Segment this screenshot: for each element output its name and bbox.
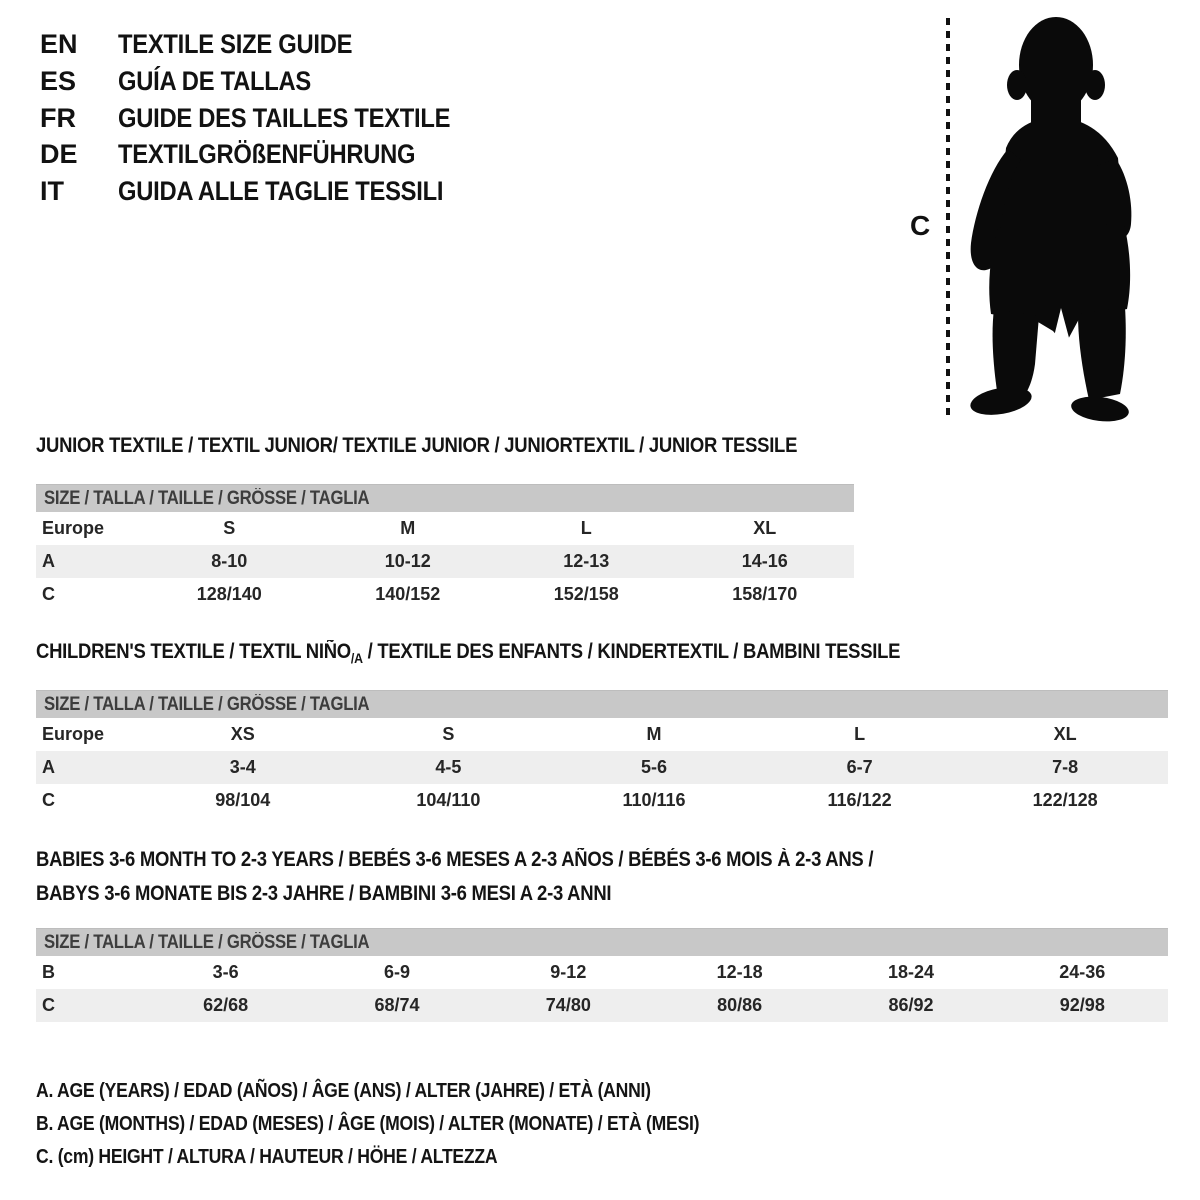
- table-cell: 152/158: [553, 584, 619, 604]
- table-cell: 68/74: [374, 995, 420, 1015]
- lang-title: GUIDA ALLE TAGLIE TESSILI: [118, 176, 444, 206]
- table-cell: 62/68: [203, 995, 249, 1015]
- children-size-table: [36, 690, 1168, 817]
- table-cell: 74/80: [545, 995, 591, 1015]
- table-cell: L: [854, 724, 866, 744]
- table-cell: 110/116: [622, 790, 686, 810]
- table-cell: 3-6: [212, 962, 239, 982]
- table-cell: 80/86: [717, 995, 763, 1015]
- size-header-bar: SIZE / TALLA / TAILLE / GRÖSSE / TAGLIA: [36, 928, 1168, 956]
- babies-size-table: [36, 928, 1168, 1022]
- junior-size-table: [36, 484, 854, 611]
- lang-title: GUIDE DES TAILLES TEXTILE: [118, 103, 451, 133]
- lang-title: TEXTILGRÖßENFÜHRUNG: [118, 139, 416, 169]
- table-cell: 8-10: [211, 551, 248, 571]
- row-label: A: [42, 551, 55, 571]
- table-cell: 10-12: [384, 551, 431, 571]
- table-row: [36, 784, 1168, 817]
- table-cell: 9-12: [550, 962, 587, 982]
- table-cell: 158/170: [732, 584, 798, 604]
- table-cell: 104/110: [416, 790, 481, 810]
- table-cell: 98/104: [215, 790, 271, 810]
- table-row: [36, 545, 854, 578]
- lang-code: IT: [40, 176, 64, 206]
- nino-a-subscript: /A: [350, 650, 363, 666]
- table-cell: 86/92: [888, 995, 934, 1015]
- lang-code: FR: [40, 103, 76, 133]
- row-label: Europe: [42, 518, 105, 538]
- row-label: B: [42, 962, 55, 982]
- table-row: [36, 512, 854, 545]
- table-row: [36, 989, 1168, 1022]
- row-label: Europe: [42, 724, 105, 744]
- lang-code: DE: [40, 139, 78, 169]
- legend-height-cm: C. (cm) HEIGHT / ALTURA / HAUTEUR / HÖHE / ALTEZZA: [36, 1146, 498, 1168]
- section-title-junior: JUNIOR TEXTILE / TEXTIL JUNIOR/ TEXTILE JUNIOR / JUNIORTEXTIL / JUNIOR TESSILE: [36, 434, 798, 457]
- table-cell: XL: [753, 518, 777, 538]
- toddler-silhouette-icon: [958, 12, 1140, 422]
- table-cell: 12-18: [716, 962, 763, 982]
- height-measure-label: C: [910, 210, 931, 241]
- lang-code: EN: [40, 29, 78, 59]
- table-cell: 140/152: [375, 584, 441, 604]
- size-header-bar: SIZE / TALLA / TAILLE / GRÖSSE / TAGLIA: [36, 484, 854, 512]
- section-title-children: CHILDREN'S TEXTILE / TEXTIL $NIÑO_{/A}$ / TEXTILE DES ENFANTS / KINDERTEXTIL / BAMBINI TESSILE: [36, 640, 901, 666]
- table-cell: 128/140: [196, 584, 262, 604]
- lang-title: GUÍA DE TALLAS: [118, 66, 311, 96]
- table-cell: 18-24: [887, 962, 934, 982]
- table-cell: XS: [230, 724, 255, 744]
- table-cell: 24-36: [1059, 962, 1106, 982]
- section-title-babies-line2: BABYS 3-6 MONATE BIS 2-3 JAHRE / BAMBINI 3-6 MESI A 2-3 ANNI: [36, 882, 612, 905]
- table-cell: 14-16: [741, 551, 788, 571]
- table-row: [36, 751, 1168, 784]
- legend-age-months: B. AGE (MONTHS) / EDAD (MESES) / ÂGE (MOIS) / ALTER (MONATE) / ETÀ (MESI): [36, 1113, 700, 1135]
- table-row: [36, 956, 1168, 989]
- table-cell: 7-8: [1052, 757, 1079, 777]
- row-label: C: [42, 995, 55, 1015]
- table-cell: M: [646, 724, 662, 744]
- table-cell: 92/98: [1059, 995, 1105, 1015]
- table-cell: 122/128: [1032, 790, 1098, 810]
- lang-title: TEXTILE SIZE GUIDE: [118, 29, 353, 59]
- table-cell: XL: [1053, 724, 1077, 744]
- row-label: C: [42, 584, 55, 604]
- row-label: C: [42, 790, 55, 810]
- row-label: A: [42, 757, 55, 777]
- lang-code: ES: [40, 66, 77, 96]
- table-row: [36, 718, 1168, 751]
- table-cell: 116/122: [827, 790, 892, 810]
- table-cell: 4-5: [435, 757, 462, 777]
- table-cell: 3-4: [229, 757, 256, 777]
- table-row: [36, 578, 854, 611]
- section-title-babies-line1: BABIES 3-6 MONTH TO 2-3 YEARS / BEBÉS 3-6 MESES A 2-3 AÑOS / BÉBÉS 3-6 MOIS À 2-3 ANS /: [36, 848, 874, 871]
- height-measure-dashed-line: [946, 18, 950, 416]
- legend-age-years: A. AGE (YEARS) / EDAD (AÑOS) / ÂGE (ANS) / ALTER (JAHRE) / ETÀ (ANNI): [36, 1080, 651, 1102]
- size-header-bar: SIZE / TALLA / TAILLE / GRÖSSE / TAGLIA: [36, 690, 1168, 718]
- table-cell: 5-6: [640, 757, 667, 777]
- table-cell: 6-9: [383, 962, 410, 982]
- table-cell: S: [223, 518, 236, 538]
- table-cell: 12-13: [563, 551, 610, 571]
- table-cell: M: [400, 518, 416, 538]
- table-cell: S: [442, 724, 455, 744]
- table-cell: L: [580, 518, 592, 538]
- table-cell: 6-7: [846, 757, 873, 777]
